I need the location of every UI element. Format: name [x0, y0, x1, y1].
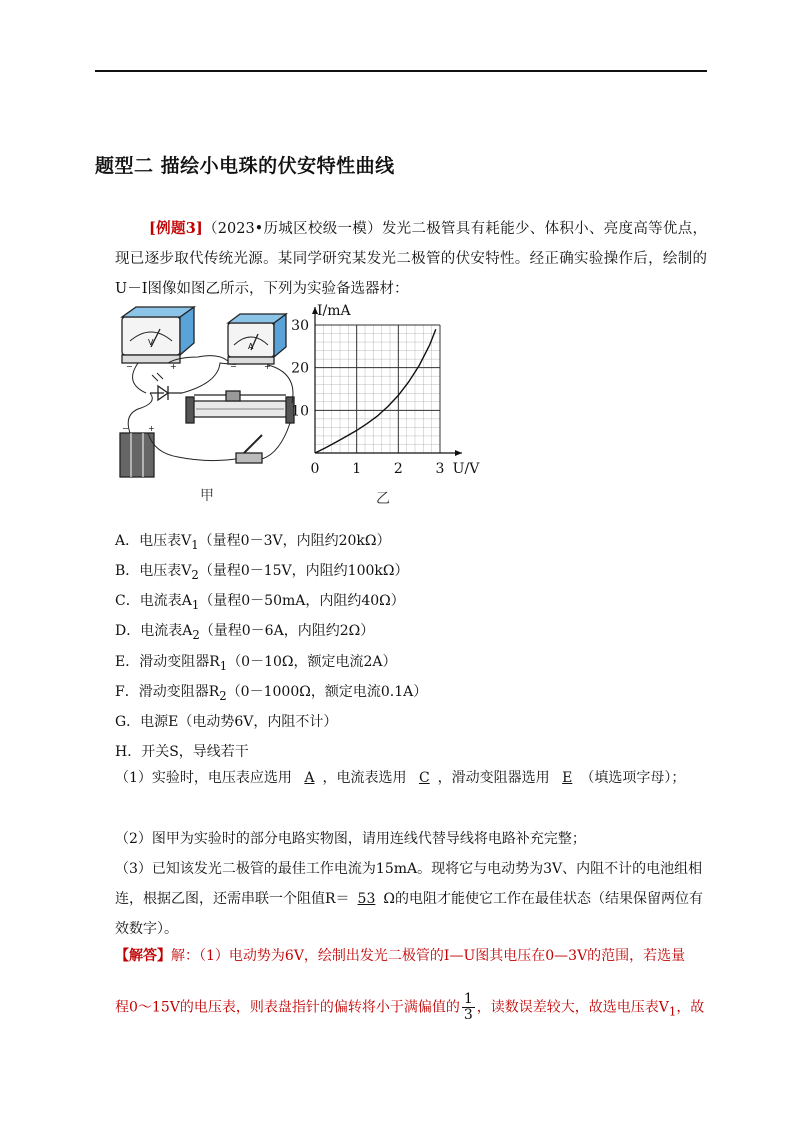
option-item [115, 590, 405, 612]
option-text: C．电流表A [115, 593, 192, 609]
option-subscript: 2 [219, 688, 227, 703]
option-subscript: 1 [191, 537, 199, 552]
option-item [115, 651, 397, 673]
battery-pack [120, 433, 154, 477]
example-intro [115, 214, 707, 304]
q3-text-b: Ω的电阻才能使它工作在最佳状态（结果保留两位有效数字）。 [115, 891, 703, 937]
question-2: （2）图甲为实验时的部分电路实物图，请用连线代替导线将电路补充完整； [115, 831, 586, 847]
option-text: E．滑动变阻器R [115, 654, 220, 670]
option-subscript: 2 [191, 567, 199, 582]
option-item [115, 620, 374, 642]
fraction-denominator: 3 [463, 1007, 473, 1023]
q1-blank-ammeter: C [418, 770, 430, 786]
example-text: （2023•历城区校级一模）发光二极管具有耗能少、体积小、亮度高等优点，现已逐步取代传统光源。某同学研究某发光二极管的伏安特性。经正确实验操作后，绘制的U－I图像如图乙所示，下列为实验备选器材： [115, 221, 707, 297]
y-axis-label: I/mA [317, 303, 351, 319]
option-detail: （量程0－3V，内阻约20kΩ） [198, 533, 391, 549]
voltmeter-minus: − [126, 362, 133, 371]
option-detail: （量程0－50mA，内阻约40Ω） [199, 593, 405, 609]
header-rule [95, 70, 707, 72]
ammeter-label: A [248, 342, 254, 351]
option-subscript: 1 [219, 658, 228, 673]
x-tick-label: 1 [352, 461, 362, 477]
option-subscript: 1 [191, 597, 200, 612]
option-text: H．开关S，导线若干 [115, 744, 249, 760]
x-tick-label: 3 [435, 461, 445, 477]
ammeter-minus: − [230, 362, 237, 371]
option-subscript: 2 [192, 627, 200, 642]
option-detail: （0－1000Ω，额定电流0.1A） [226, 684, 428, 700]
y-tick-label: 10 [291, 403, 309, 420]
iu-curve [315, 329, 436, 453]
x-tick-label: 2 [393, 461, 403, 477]
ammeter-plus: + [264, 362, 271, 371]
voltmeter-device [122, 307, 194, 363]
y-tick-label: 30 [291, 318, 309, 334]
option-item [115, 560, 408, 582]
iu-chart [291, 303, 480, 477]
fraction-numerator: 1 [463, 991, 473, 1007]
option-text: G．电源E（电动势6V，内阻不计） [115, 714, 338, 730]
rheostat-device [186, 391, 294, 423]
q1-text-c: ，电流表选用 [322, 770, 407, 786]
fraction-one-third [462, 992, 475, 1023]
example-tag: [例题3] [149, 220, 203, 237]
answer-text-2c: ，故 [676, 999, 705, 1016]
option-text: D．电流表A [115, 623, 193, 639]
circuit-illustration [120, 307, 294, 477]
question-3 [115, 854, 707, 944]
option-item [115, 711, 337, 731]
led-diode [150, 373, 182, 400]
q3-text-a: （3）已知该发光二极管的最佳工作电流为15mA。现将它与电动势为3V、内阻不计的电池组相连，根据乙图，还需串联一个阻值R＝ [115, 861, 703, 907]
question-1 [115, 763, 707, 793]
figure-svg [108, 303, 498, 513]
switch-device [236, 435, 262, 463]
answer-text-2a: 程0～15V的电压表，则表盘指针的偏转将小于满偏值的 [115, 999, 460, 1016]
answer-subscript: 1 [668, 1004, 677, 1019]
answer-line-2 [115, 992, 707, 1023]
q1-text-a: （1）实验时，电压表应选用 [115, 770, 292, 786]
option-text: B．电压表V [115, 563, 192, 579]
option-detail: （量程0－15V，内阻约100kΩ） [198, 563, 409, 579]
x-axis-label: U/V [452, 461, 480, 477]
answer-tag: 【解答】 [115, 948, 171, 964]
section-heading: 题型二 描绘小电珠的伏安特性曲线 [95, 155, 395, 177]
figure-right-caption: 乙 [376, 491, 390, 507]
q1-blank-voltmeter: A [304, 770, 315, 786]
answer-text-2b: ，读数误差较大，故选电压表V [476, 999, 669, 1016]
figure [108, 303, 498, 517]
q1-blank-rheostat: E [562, 770, 573, 786]
option-item [115, 741, 249, 761]
battery-minus: − [122, 424, 129, 433]
x-tick-label: 0 [310, 461, 320, 477]
option-detail: （0－10Ω，额定电流2A） [227, 654, 397, 670]
option-detail: （量程0－6A，内阻约2Ω） [199, 623, 375, 639]
option-text: F．滑动变阻器R [115, 684, 220, 700]
option-item [115, 530, 391, 552]
voltmeter-plus: + [170, 362, 177, 371]
q1-text-e: （填选项字母）； [580, 770, 686, 786]
q1-text-d: ，滑动变阻器选用 [437, 770, 550, 786]
answer-text-1: 解：（1）电动势为6V，绘制出发光二极管的I—U图其电压在0—3V的范围，若选量 [171, 948, 686, 964]
figure-left-caption: 甲 [200, 488, 214, 504]
option-item [115, 681, 427, 703]
ammeter-device [228, 314, 286, 364]
battery-plus: + [148, 424, 155, 433]
q3-blank-resistance: 53 [357, 891, 376, 907]
y-tick-label: 20 [291, 360, 309, 377]
answer-line-1 [115, 945, 707, 965]
voltmeter-label: V [148, 338, 154, 347]
option-text: A．电压表V [115, 533, 192, 549]
x-axis-arrow [455, 450, 462, 456]
